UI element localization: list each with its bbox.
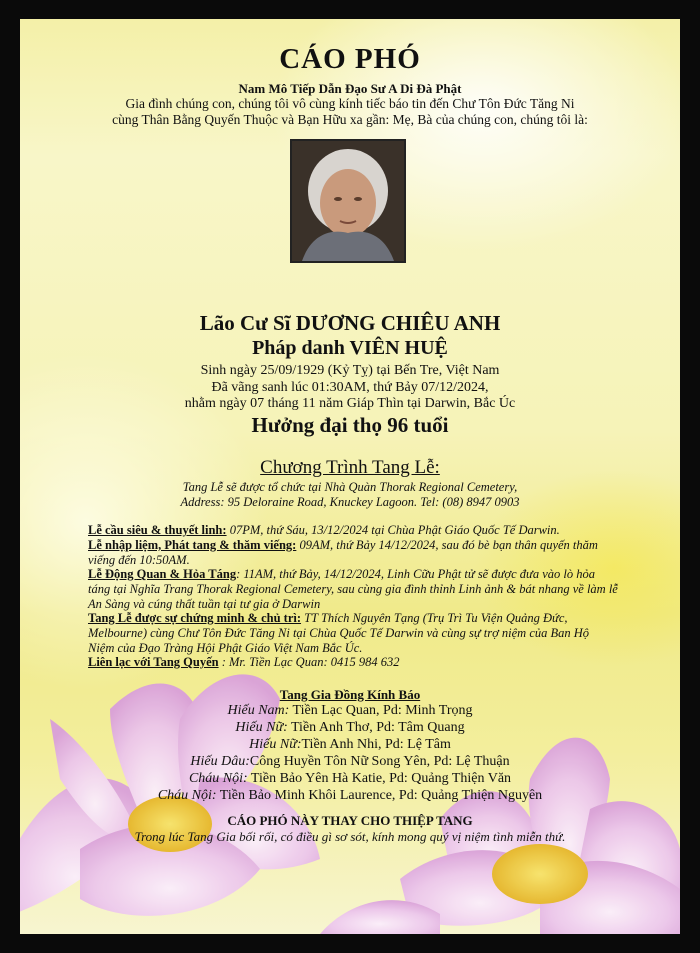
family-member — [20, 737, 680, 753]
schedule-label: Lễ cầu siêu & thuyết linh: — [88, 523, 227, 537]
schedule-label: Liên lạc với Tang Quyến — [88, 655, 219, 669]
venue-line-1: Tang Lễ sẽ được tổ chức tại Nhà Quàn Thorak Regional Cemetery, — [182, 480, 518, 494]
schedule-item — [88, 523, 618, 538]
family-member — [20, 720, 680, 736]
passing-info: Đã vãng sanh lúc 01:30AM, thứ Bảy 07/12/2024, — [211, 380, 489, 395]
closing-statement: CÁO PHÓ NÀY THAY CHO THIỆP TANG — [227, 813, 473, 828]
family-relation: Hiếu Nam: — [227, 703, 290, 718]
family-relation: Hiếu Nữ: — [235, 720, 288, 735]
buddhist-invocation: Nam Mô Tiếp Dẫn Đạo Sư A Di Đà Phật — [238, 81, 462, 96]
intro-line-1: Gia đình chúng con, chúng tôi vô cùng kính tiếc báo tin đến Chư Tôn Đức Tăng Ni — [125, 96, 575, 111]
intro-line-2: cùng Thân Bằng Quyến Thuộc và Bạn Hữu xa gần: Mẹ, Bà của chúng con, chúng tôi là: — [112, 112, 588, 127]
family-relation: Cháu Nội: — [188, 771, 248, 786]
schedule-item — [88, 655, 618, 670]
schedule-text: TT Thích Nguyên Tạng (Trụ Trì Tu Viện Quảng Đức, Melbourne) cùng Chư Tôn Đức Tăng Ni tại Chùa Quốc Tế Darwin và cùng sự trợ niệm của Ban Hộ Niệm của Đạo Tràng Hội Phật Giáo Việt Nam Bắc Úc. — [88, 611, 590, 655]
page-title: CÁO PHÓ — [279, 43, 421, 75]
schedule-label: Lễ Động Quan & Hỏa Táng — [88, 567, 237, 581]
schedule-item — [88, 611, 618, 656]
family-names: Công Huyền Tôn Nữ Song Yên, Pd: Lệ Thuận — [249, 754, 510, 769]
dharma-name: Pháp danh VIÊN HUỆ — [252, 337, 448, 359]
lunar-date-info: nhằm ngày 07 tháng 11 năm Giáp Thìn tại Darwin, Bắc Úc — [184, 396, 516, 411]
venue-line-2: Address: 95 Deloraine Road, Knuckey Lagoon. Tel: (08) 8947 0903 — [180, 495, 520, 509]
family-member — [20, 788, 680, 804]
family-names: Tiền Bảo Yên Hà Katie, Pd: Quảng Thiện Văn — [247, 771, 512, 786]
age-line: Hưởng đại thọ 96 tuổi — [251, 413, 449, 437]
family-member — [20, 771, 680, 787]
program-heading: Chương Trình Tang Lễ: — [260, 457, 440, 478]
family-relation: Hiếu Nữ: — [249, 737, 302, 752]
schedule-item — [88, 567, 618, 612]
schedule-text: : 11AM, thứ Bảy, 14/12/2024, Linh Cữu Phật tử sẽ được đưa vào lò hỏa táng tại Nghĩa Trang Thorak Regional Cemetery, sau cùng gia đình thỉnh Linh ảnh & bát nhang về làm lễ An Sàng và cúng thất tuần tại tư gia ở Darwin — [88, 567, 618, 611]
schedule-text: 07PM, thứ Sáu, 13/12/2024 tại Chùa Phật Giáo Quốc Tế Darwin. — [226, 523, 560, 537]
schedule-item — [88, 538, 618, 568]
schedule-label: Tang Lễ được sự chứng minh & chủ trì: — [88, 611, 302, 625]
schedule-text: : Mr. Tiền Lạc Quan: 0415 984 632 — [218, 655, 400, 669]
family-heading: Tang Gia Đồng Kính Báo — [279, 687, 421, 702]
family-names: Tiền Bảo Minh Khôi Laurence, Pd: Quảng Thiện Nguyên — [216, 788, 543, 803]
family-names: Tiền Anh Nhi, Pd: Lệ Tâm — [301, 737, 451, 752]
obituary-card — [20, 19, 680, 934]
birth-info: Sinh ngày 25/09/1929 (Kỷ Tỵ) tại Bến Tre, Việt Nam — [200, 363, 500, 378]
family-member — [20, 703, 680, 719]
deceased-name: Lão Cư Sĩ DƯƠNG CHIÊU ANH — [199, 311, 501, 335]
schedule-text: 09AM, thứ Bảy 14/12/2024, sau đó bè bạn thân quyến thăm viếng đến 10:50AM. — [88, 538, 598, 567]
family-names: Tiền Lạc Quan, Pd: Minh Trọng — [289, 703, 473, 718]
family-relation: Hiếu Dâu: — [190, 754, 250, 769]
schedule-label: Lễ nhập liệm, Phát tang & thăm viếng: — [88, 538, 297, 552]
family-names: Tiền Anh Thơ, Pd: Tâm Quang — [287, 720, 465, 735]
family-member — [20, 754, 680, 770]
family-relation: Cháu Nội: — [157, 788, 217, 803]
apology-note: Trong lúc Tang Gia bối rối, có điều gì sơ sót, kính mong quý vị niệm tình miễn thứ. — [134, 829, 566, 844]
deceased-portrait — [290, 139, 406, 263]
